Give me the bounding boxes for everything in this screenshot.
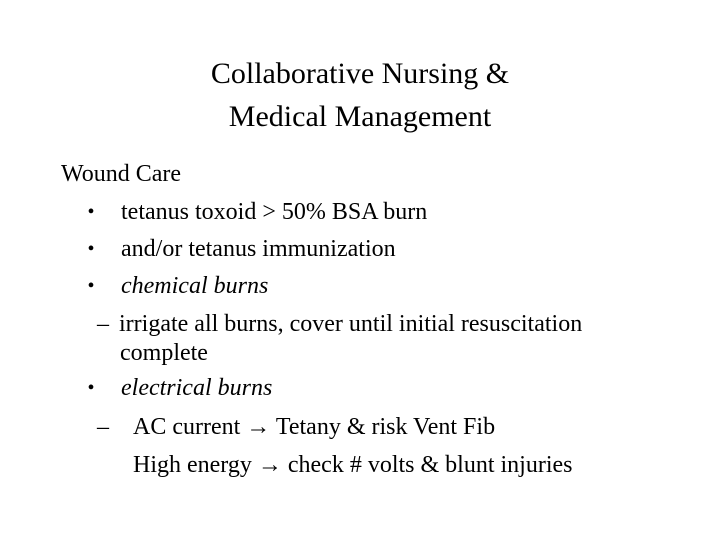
dash-marker-icon: –: [97, 311, 109, 337]
bullet-marker-icon: •: [87, 377, 95, 399]
list-item-tetanus-toxoid: tetanus toxoid > 50% BSA burn: [121, 199, 428, 225]
sub-item-ac-current: AC current → Tetany & risk Vent Fib: [133, 414, 496, 440]
dash-marker-icon: –: [97, 414, 109, 440]
sub-item-irrigate-burns-continuation: complete: [120, 340, 208, 366]
sub-item-irrigate-burns: irrigate all burns, cover until initial resuscitation: [119, 311, 583, 337]
list-item-tetanus-immunization: and/or tetanus immunization: [121, 236, 396, 262]
list-item-chemical-burns: chemical burns: [121, 273, 269, 299]
bullet-marker-icon: •: [87, 238, 95, 260]
list-item-electrical-burns: electrical burns: [121, 375, 273, 401]
bullet-marker-icon: •: [87, 201, 95, 223]
bullet-marker-icon: •: [87, 275, 95, 297]
sub-item-high-energy: High energy → check # volts & blunt injuries: [133, 452, 573, 478]
section-heading: Wound Care: [61, 161, 182, 187]
slide-title-line-1: Collaborative Nursing &: [210, 57, 510, 90]
slide-title-line-2: Medical Management: [228, 100, 492, 133]
